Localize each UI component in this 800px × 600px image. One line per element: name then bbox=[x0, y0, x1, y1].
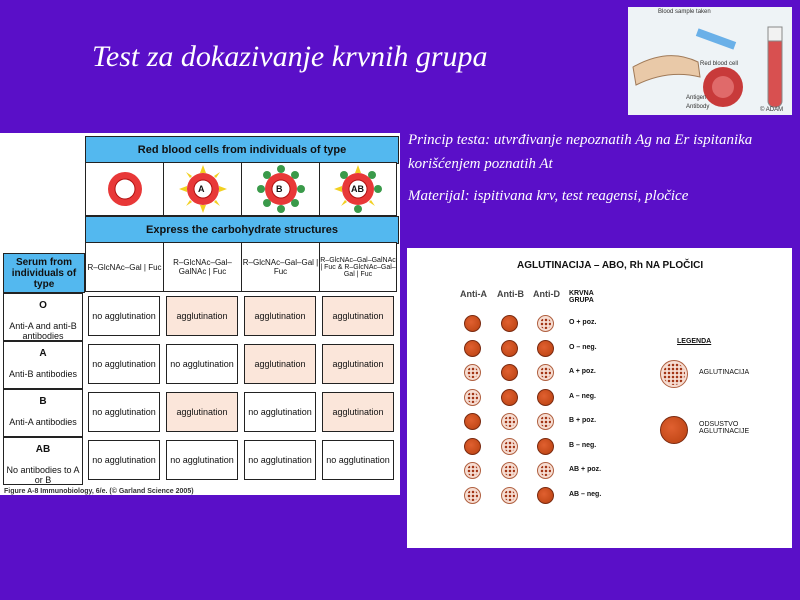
group-label: O – neg. bbox=[569, 343, 597, 351]
illustration-label: Blood sample taken bbox=[658, 9, 711, 15]
slide-title: Test za dokazivanje krvnih grupa bbox=[92, 40, 488, 73]
serum-desc: Anti-A and anti-B antibodies bbox=[9, 321, 77, 341]
structure-ab: R–GlcNAc–Gal–GalNAc | Fuc & R–GlcNAc–Gal–Gal | Fuc bbox=[319, 242, 397, 292]
blood-sample-illustration bbox=[628, 7, 792, 115]
no-agglutination-dot bbox=[501, 389, 518, 406]
agglutination-dot bbox=[464, 487, 481, 504]
no-agglutination-dot bbox=[464, 340, 481, 357]
rbc-label: A bbox=[198, 184, 205, 194]
result-cell: no agglutination bbox=[88, 440, 160, 480]
group-label: AB – neg. bbox=[569, 490, 602, 498]
no-agglutination-dot bbox=[464, 413, 481, 430]
rbc-label: B bbox=[276, 184, 283, 194]
serum-header: Serum from individuals of type bbox=[3, 253, 85, 293]
no-agglutination-dot bbox=[501, 364, 518, 381]
agglutination-dot bbox=[501, 438, 518, 455]
result-cell: agglutination bbox=[322, 344, 394, 384]
legend-none: ODSUSTVO AGLUTINACIJE bbox=[699, 421, 750, 435]
no-agglutination-dot bbox=[537, 389, 554, 406]
legend-agg-icon bbox=[660, 360, 688, 388]
result-cell: agglutination bbox=[322, 392, 394, 432]
group-label: B – neg. bbox=[569, 441, 597, 449]
legend-title: LEGENDA bbox=[677, 338, 712, 345]
serum-desc: Anti-A antibodies bbox=[9, 417, 77, 427]
structure-b: R–GlcNAc–Gal–Gal | Fuc bbox=[241, 242, 320, 292]
serum-desc: Anti-B antibodies bbox=[8, 369, 78, 379]
group-label: A + poz. bbox=[569, 368, 596, 375]
result-cell: agglutination bbox=[322, 296, 394, 336]
no-agglutination-dot bbox=[537, 438, 554, 455]
no-agglutination-dot bbox=[537, 487, 554, 504]
illustration-label: Antigen bbox=[686, 95, 707, 101]
result-cell: no agglutination bbox=[88, 392, 160, 432]
serum-row bbox=[3, 389, 83, 437]
no-agglutination-dot bbox=[501, 315, 518, 332]
structure-o: R–GlcNAc–Gal | Fuc bbox=[85, 242, 164, 292]
result-cell: agglutination bbox=[244, 296, 316, 336]
agglutination-dot bbox=[537, 462, 554, 479]
no-agglutination-dot bbox=[501, 340, 518, 357]
plate-col-header: Anti-D bbox=[533, 289, 560, 299]
result-cell: agglutination bbox=[244, 344, 316, 384]
no-agglutination-dot bbox=[464, 438, 481, 455]
result-cell: no agglutination bbox=[166, 440, 238, 480]
serum-row bbox=[3, 293, 83, 341]
agglutination-dot bbox=[537, 315, 554, 332]
illustration-label: Red blood cell bbox=[700, 61, 739, 67]
plate-title: AGLUTINACIJA – ABO, Rh NA PLOČICI bbox=[517, 260, 704, 271]
result-cell: no agglutination bbox=[322, 440, 394, 480]
serum-row bbox=[3, 437, 83, 485]
rbc-label: O bbox=[119, 184, 127, 194]
plate-col-header: Anti-A bbox=[460, 289, 487, 299]
serum-type: B bbox=[39, 396, 47, 407]
legend-agg: AGLUTINACIJA bbox=[699, 369, 750, 376]
notes bbox=[408, 128, 793, 216]
result-cell: no agglutination bbox=[244, 440, 316, 480]
agglutination-dot bbox=[537, 364, 554, 381]
note-principle: Princip testa: utvrđivanje nepoznatih Ag na Er ispitanika korišćenjem poznatih At bbox=[408, 132, 753, 172]
group-label: B + poz. bbox=[569, 417, 597, 424]
group-header: KRVNA GRUPA bbox=[569, 290, 594, 304]
agglutination-dot bbox=[464, 364, 481, 381]
agglutination-dot bbox=[501, 487, 518, 504]
rbc-label: AB bbox=[351, 184, 364, 194]
structure-a: R–GlcNAc–Gal–GalNAc | Fuc bbox=[163, 242, 242, 292]
result-cell: no agglutination bbox=[244, 392, 316, 432]
note-material: Materijal: ispitivana krv, test reagensi, pločice bbox=[408, 188, 689, 204]
plate-figure bbox=[407, 248, 792, 548]
serum-row bbox=[3, 341, 83, 389]
serum-type: A bbox=[39, 348, 47, 359]
plate-col-header: Anti-B bbox=[497, 289, 524, 299]
no-agglutination-dot bbox=[537, 340, 554, 357]
agglutination-dot bbox=[501, 413, 518, 430]
figure-caption: Figure A-8 Immunobiology, 6/e. (© Garland Science 2005) bbox=[4, 488, 194, 495]
no-agglutination-dot bbox=[464, 315, 481, 332]
result-cell: no agglutination bbox=[88, 344, 160, 384]
rbc-header: Red blood cells from individuals of type bbox=[85, 136, 399, 164]
group-label: A – neg. bbox=[569, 392, 596, 400]
serum-type: O bbox=[39, 300, 47, 311]
illustration-label: Antibody bbox=[686, 104, 710, 110]
serum-type: AB bbox=[35, 444, 51, 455]
result-cell: agglutination bbox=[166, 392, 238, 432]
express-header: Express the carbohydrate structures bbox=[85, 216, 399, 244]
abo-figure bbox=[0, 133, 400, 495]
agglutination-dot bbox=[464, 462, 481, 479]
agglutination-dot bbox=[464, 389, 481, 406]
illustration-credit: © ADAM bbox=[760, 107, 784, 113]
result-cell: agglutination bbox=[166, 296, 238, 336]
result-cell: no agglutination bbox=[166, 344, 238, 384]
agglutination-dot bbox=[537, 413, 554, 430]
result-cell: no agglutination bbox=[88, 296, 160, 336]
agglutination-dot bbox=[501, 462, 518, 479]
group-label: AB + poz. bbox=[569, 466, 602, 473]
legend-none-icon bbox=[660, 416, 688, 444]
group-label: O + poz. bbox=[569, 319, 597, 326]
serum-desc: No antibodies to A or B bbox=[6, 465, 80, 485]
